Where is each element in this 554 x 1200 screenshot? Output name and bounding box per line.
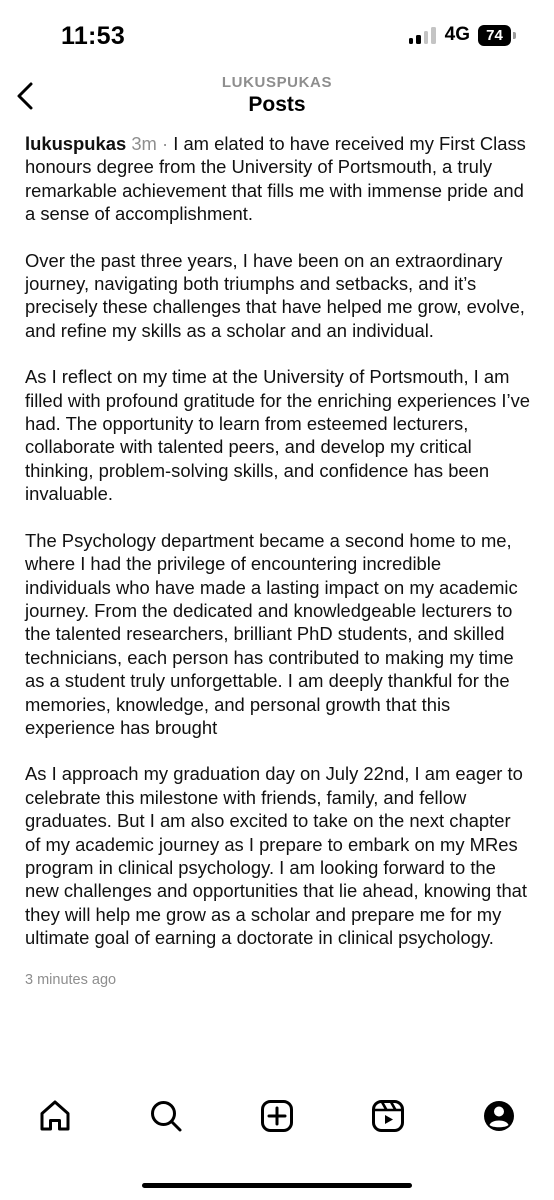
nav-header [0,64,554,128]
caption-paragraph: The Psychology department became a second home to me, where I had the privilege of encountering incredible individuals who have made a lasting impact on my academic journey. From the dedicated and knowledgeable lecturers to the talented researchers, brilliant PhD students, and skilled technicians, each person has contributed to making my time as a student truly unforgettable. I am deeply thankful for the memories, knowledge, and personal growth that this experience has brought [25,529,518,738]
bottom-tab-bar [0,1085,554,1149]
status-time: 11:53 [61,22,126,50]
reels-icon [370,1098,406,1134]
post-caption [25,132,531,992]
battery-icon [478,25,511,46]
caption-paragraph: As I approach my graduation day on July 22nd, I am eager to celebrate this milestone with friends, family, and fellow graduates. But I am also excited to take on the next chapter of my academic journey as I prepare to embark on my MRes program in clinical psychology. I am looking forward to the new challenges and opportunities that lie ahead, knowing that they will help me grow as a scholar and prepare me for my ultimate goal of earning a doctorate in clinical psychology. [25,763,528,949]
profile-icon [481,1098,517,1134]
status-bar [0,0,554,64]
signal-strength-icon [409,27,436,44]
caption-paragraph: As I reflect on my time at the University of Portsmouth, I am filled with profound gratitude for the enriching experiences I’ve had. The opportunity to learn from esteemed lecturers, collaborate with talented peers, and develop my critical thinking, problem-solving skills, and confidence has been invaluable. [25,366,531,505]
battery-cap [513,32,516,39]
caption-text: I am elated to have received my First Class honours degree from the University of Portsmouth, a truly remarkable achievement that fills me with immense pride and a sense of accomplishment. [25,133,526,225]
home-icon [37,1098,73,1134]
tab-create[interactable] [257,1096,297,1136]
tab-profile[interactable] [479,1096,519,1136]
post-timeago: 3m [131,133,157,154]
caption-paragraph: Over the past three years, I have been on an extraordinary journey, navigating both triumphs and setbacks, and it’s precisely these challenges that have helped me grow, evolve, and refine my skills as a scholar and an individual. [25,249,525,341]
page-title: Posts [248,93,306,116]
search-icon [148,1098,184,1134]
tab-home[interactable] [35,1096,75,1136]
posted-time: 3 minutes ago [25,971,117,988]
header-username: LUKUSPUKAS [221,74,333,91]
meta-separator: · [156,133,174,154]
create-icon [259,1098,295,1134]
tab-reels[interactable] [368,1096,408,1136]
home-indicator [142,1183,412,1188]
author-username[interactable]: lukuspukas [25,133,127,154]
tab-search[interactable] [146,1096,186,1136]
caption-paragraph [25,132,531,226]
status-indicators [409,24,516,46]
network-type: 4G [444,24,470,45]
battery-level: 74 [486,26,503,44]
